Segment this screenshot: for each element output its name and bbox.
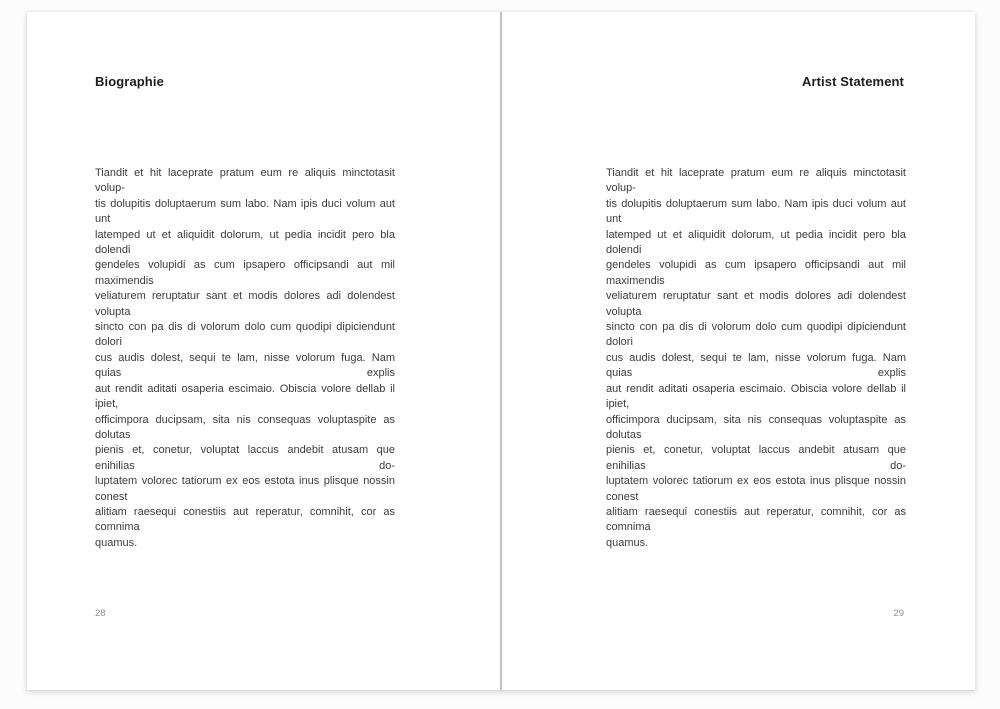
body-text-line: quamus. (606, 536, 649, 549)
body-text-line: pienis et, conetur, voluptat laccus andebit atusam que enihilias do- (95, 444, 395, 472)
page-heading-biographie: Biographie (95, 74, 164, 89)
body-text-line: latemped ut et aliquidit dolorum, ut pedia incidit pero bla dolendi (606, 228, 906, 257)
body-text-line: aut rendit aditati osaperia escimaio. Obiscia volore dellab il ipiet, (606, 382, 906, 411)
page-right (501, 12, 975, 690)
body-text-line: pienis et, conetur, voluptat laccus andebit atusam que enihilias do- (606, 444, 906, 472)
body-text-line: aut rendit aditati osaperia escimaio. Obiscia volore dellab il ipiet, (95, 382, 395, 411)
body-text-line: tis dolupitis doluptaerum sum labo. Nam ipis duci volum aut unt (95, 197, 395, 226)
page-number-right: 29 (893, 608, 904, 619)
page-number-left: 28 (95, 608, 106, 619)
body-text-line: officimpora ducipsam, sita nis consequas voluptaspite as dolutas (95, 413, 395, 441)
body-text-line: luptatem volorec tatiorum ex eos estota inus plisque nossin conest (606, 475, 906, 503)
body-text-right (606, 166, 906, 551)
body-text-line: gendeles volupidi as cum ipsapero officipsandi aut mil maximendis (606, 259, 906, 287)
body-text-left (95, 166, 395, 551)
body-text-line: sincto con pa dis di volorum dolo cum quodipi dipiciendunt dolori (95, 321, 395, 349)
body-text-line: veliaturem reruptatur sant et modis dolores adi dolendest volupta (606, 290, 906, 318)
body-text-line: latemped ut et aliquidit dolorum, ut pedia incidit pero bla dolendi (95, 228, 395, 257)
body-text-line: Tiandit et hit laceprate pratum eum re aliquis minctotasit volup- (95, 167, 395, 195)
body-text-line: luptatem volorec tatiorum ex eos estota inus plisque nossin conest (95, 475, 395, 503)
page-left (27, 12, 501, 690)
body-text-line: alitiam raesequi conestiis aut reperatur, comnihit, cor as comnima (606, 505, 906, 534)
body-text-line: veliaturem reruptatur sant et modis dolores adi dolendest volupta (95, 290, 395, 318)
body-text-line: sincto con pa dis di volorum dolo cum quodipi dipiciendunt dolori (606, 321, 906, 349)
book-spread (27, 12, 975, 690)
spine-divider (500, 12, 503, 690)
body-text-line: cus audis dolest, sequi te lam, nisse volorum fuga. Nam quias explis (95, 351, 395, 380)
body-text-line: gendeles volupidi as cum ipsapero officipsandi aut mil maximendis (95, 259, 395, 287)
body-text-line: tis dolupitis doluptaerum sum labo. Nam ipis duci volum aut unt (606, 197, 906, 226)
body-text-line: cus audis dolest, sequi te lam, nisse volorum fuga. Nam quias explis (606, 351, 906, 380)
page-heading-artist-statement: Artist Statement (801, 74, 904, 89)
body-text-line: officimpora ducipsam, sita nis consequas voluptaspite as dolutas (606, 413, 906, 441)
body-text-line: quamus. (95, 536, 138, 549)
body-text-line: alitiam raesequi conestiis aut reperatur, comnihit, cor as comnima (95, 505, 395, 534)
body-text-line: Tiandit et hit laceprate pratum eum re aliquis minctotasit volup- (606, 167, 906, 195)
